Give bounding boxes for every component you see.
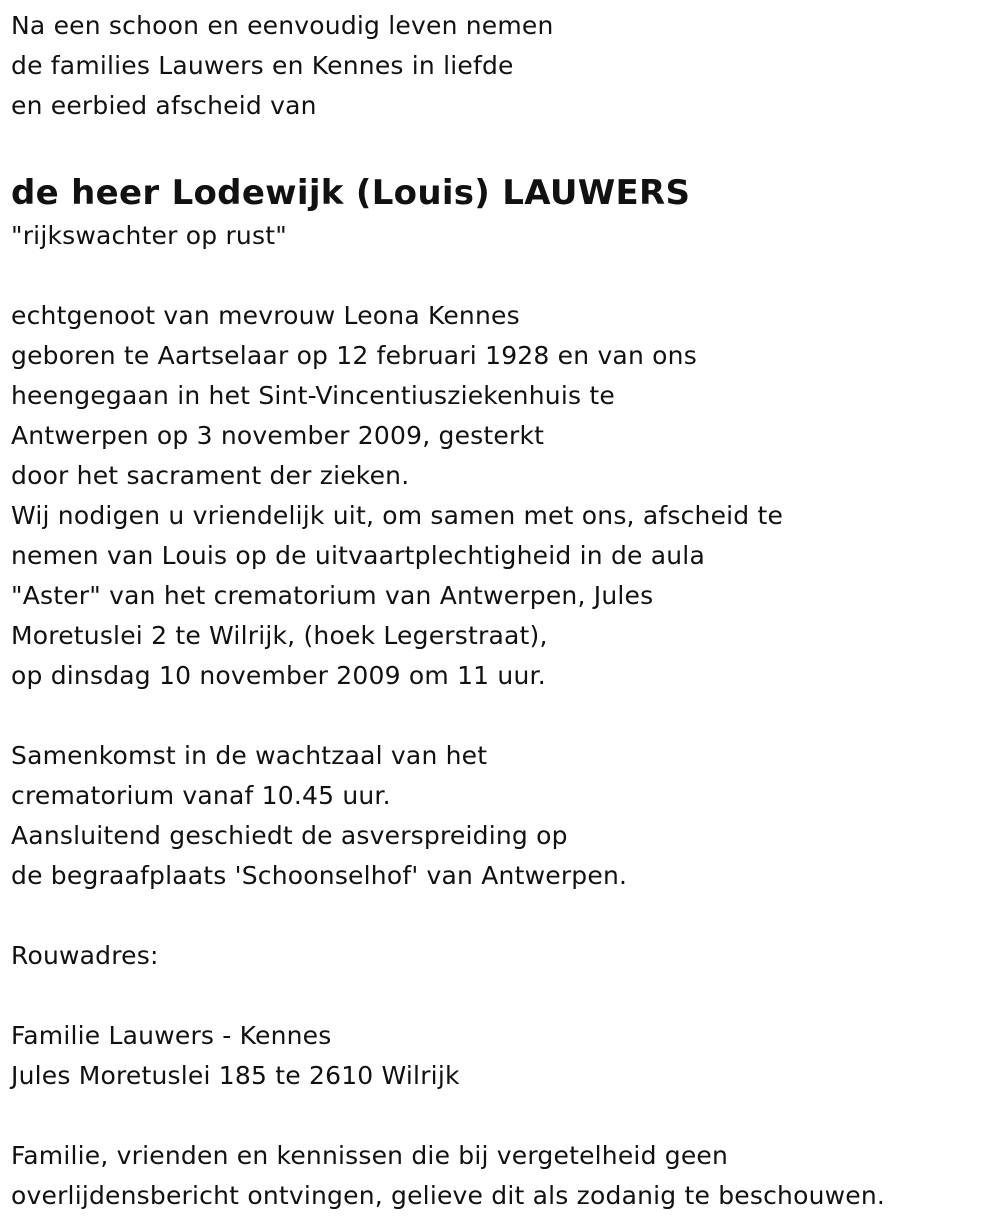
details-line: echtgenoot van mevrouw Leona Kennes [11, 301, 520, 330]
spacer [11, 126, 986, 166]
gathering-text [11, 736, 986, 896]
intro-line: Na een schoon en eenvoudig leven nemen [11, 11, 554, 40]
death-notice [11, 6, 986, 1216]
closing-text [11, 1136, 986, 1216]
closing-line: overlijdensbericht ontvingen, gelieve dit als zodanig te beschouwen. [11, 1181, 886, 1210]
details-line: Antwerpen op 3 november 2009, gesterkt [11, 421, 545, 450]
spacer [11, 696, 986, 736]
intro-line: en eerbied afscheid van [11, 91, 317, 120]
details-line: geboren te Aartselaar op 12 februari 1928 en van ons [11, 341, 697, 370]
details-line: door het sacrament der zieken. [11, 461, 410, 490]
deceased-title: "rijkswachter op rust" [11, 221, 287, 250]
details-line: op dinsdag 10 november 2009 om 11 uur. [11, 661, 546, 690]
address-line: Familie Lauwers - Kennes [11, 1021, 332, 1050]
intro-line: de families Lauwers en Kennes in liefde [11, 51, 514, 80]
address-block [11, 1016, 986, 1096]
deceased-name: de heer Lodewijk (Louis) LAUWERS [11, 173, 691, 213]
details-line: nemen van Louis op de uitvaartplechtigheid in de aula [11, 541, 705, 570]
intro-text [11, 6, 986, 126]
spacer [11, 256, 986, 296]
spacer [11, 1096, 986, 1136]
details-line: heengegaan in het Sint-Vincentiusziekenhuis te [11, 381, 615, 410]
deceased-block [11, 166, 986, 256]
closing-line: Familie, vrienden en kennissen die bij vergetelheid geen [11, 1141, 729, 1170]
spacer [11, 976, 986, 1016]
gathering-line: Samenkomst in de wachtzaal van het [11, 741, 488, 770]
details-line: Wij nodigen u vriendelijk uit, om samen met ons, afscheid te [11, 501, 784, 530]
details-line: Moretuslei 2 te Wilrijk, (hoek Legerstraat), [11, 621, 548, 650]
details-text [11, 296, 986, 696]
details-line: "Aster" van het crematorium van Antwerpen, Jules [11, 581, 654, 610]
spacer [11, 896, 986, 936]
gathering-line: Aansluitend geschiedt de asverspreiding op [11, 821, 568, 850]
address-line: Jules Moretuslei 185 te 2610 Wilrijk [11, 1061, 460, 1090]
address-label: Rouwadres: [11, 941, 159, 970]
gathering-line: de begraafplaats 'Schoonselhof' van Antwerpen. [11, 861, 628, 890]
gathering-line: crematorium vanaf 10.45 uur. [11, 781, 391, 810]
